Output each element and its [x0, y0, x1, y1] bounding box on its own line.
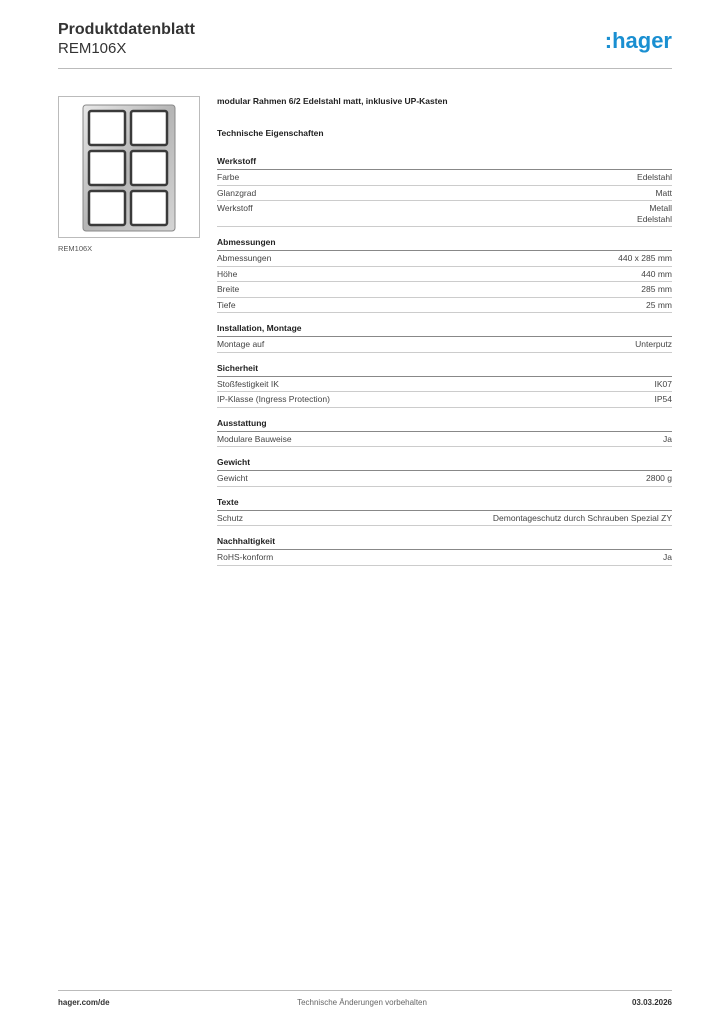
property-row: [217, 298, 672, 314]
svg-text::hager: :hager: [604, 28, 672, 53]
property-value: [663, 552, 672, 563]
property-label: Breite: [217, 284, 240, 294]
property-value-line: 25 mm: [646, 299, 672, 310]
property-value: [635, 339, 672, 350]
property-row: [217, 201, 672, 227]
property-row: [217, 251, 672, 267]
frame-6-gang-illustration: [59, 97, 199, 237]
module-opening: [89, 191, 125, 225]
property-group: [217, 418, 672, 448]
page-header: [58, 20, 672, 68]
property-group: [217, 363, 672, 408]
property-label: Werkstoff: [217, 203, 253, 213]
property-value-line: 440 mm: [641, 268, 672, 279]
group-title: Werkstoff: [217, 156, 672, 170]
property-label: Montage auf: [217, 339, 265, 349]
property-value-line: Metall: [649, 203, 672, 213]
property-row: [217, 337, 672, 353]
property-label: Farbe: [217, 172, 240, 182]
product-code: REM106X: [58, 40, 127, 57]
property-group: [217, 156, 672, 227]
property-value-line: Unterputz: [635, 339, 672, 349]
property-value-line: 2800 g: [646, 473, 672, 483]
property-row: [217, 170, 672, 186]
property-value: [655, 188, 672, 199]
property-value: [655, 394, 673, 405]
property-value-line: Ja: [663, 552, 672, 562]
module-opening: [131, 111, 167, 145]
product-image: [58, 96, 200, 238]
image-caption: REM106X: [58, 244, 93, 253]
footer-disclaimer: Technische Änderungen vorbehalten: [297, 998, 427, 1007]
property-value: [655, 379, 673, 390]
property-group: [217, 237, 672, 313]
property-group: [217, 457, 672, 487]
property-row: [217, 267, 672, 283]
property-value: [641, 284, 672, 295]
property-value: [646, 300, 672, 311]
property-value-line: Ja: [663, 433, 672, 444]
property-value: [618, 253, 672, 264]
property-value-line: 285 mm: [641, 284, 672, 294]
property-value-line: Demontageschutz durch Schrauben Spezial ZY: [492, 512, 672, 523]
property-groups: [217, 156, 672, 566]
property-group: [217, 536, 672, 566]
property-value: [641, 269, 672, 280]
group-title: Installation, Montage: [217, 323, 672, 337]
property-row: [217, 282, 672, 298]
property-value-line: IK07: [654, 378, 672, 389]
property-label: Schutz: [217, 512, 243, 523]
module-opening: [131, 151, 167, 185]
property-label: Gewicht: [217, 473, 248, 483]
footer-website: hager.com/de: [58, 998, 110, 1007]
group-title: Ausstattung: [217, 418, 672, 432]
group-title: Abmessungen: [217, 237, 672, 251]
group-title: Gewicht: [217, 457, 672, 471]
property-row: [217, 432, 672, 448]
property-row: [217, 392, 672, 408]
property-value-line: Matt: [655, 187, 672, 198]
property-group: [217, 497, 672, 527]
property-value: [637, 203, 672, 224]
property-label: Tiefe: [217, 299, 236, 310]
property-value: [646, 473, 672, 484]
group-title: Nachhaltigkeit: [217, 536, 672, 550]
property-value: [637, 172, 672, 183]
module-opening: [89, 111, 125, 145]
property-label: IP-Klasse (Ingress Protection): [217, 394, 330, 404]
property-label: Stoßfestigkeit IK: [217, 378, 279, 389]
header-divider: [58, 68, 672, 69]
module-opening: [89, 151, 125, 185]
group-title: Texte: [217, 497, 672, 511]
property-label: Modulare Bauweise: [217, 433, 292, 444]
property-label: Höhe: [217, 268, 238, 279]
section-heading: Technische Eigenschaften: [217, 128, 324, 138]
property-label: Glanzgrad: [217, 187, 257, 198]
page-title: Produktdatenblatt: [58, 21, 195, 38]
product-description: modular Rahmen 6/2 Edelstahl matt, inklusive UP-Kasten: [217, 96, 448, 106]
property-row: [217, 377, 672, 393]
property-value-line: 440 x 285 mm: [618, 253, 672, 263]
property-value-line: Edelstahl: [637, 213, 672, 224]
property-row: [217, 471, 672, 487]
datasheet-content: [217, 96, 672, 576]
property-row: [217, 550, 672, 566]
hager-logo: [592, 26, 672, 56]
property-value-line: Edelstahl: [637, 172, 672, 182]
property-row: [217, 186, 672, 202]
group-title: Sicherheit: [217, 363, 672, 377]
property-value-line: IP54: [654, 394, 672, 404]
property-value: [493, 513, 672, 524]
property-label: Abmessungen: [217, 253, 272, 263]
property-group: [217, 323, 672, 353]
property-row: [217, 511, 672, 527]
footer-date: 03.03.2026: [631, 998, 672, 1007]
property-label: RoHS-konform: [217, 552, 274, 562]
property-value: [663, 434, 672, 445]
footer-divider: [58, 990, 672, 991]
module-opening: [131, 191, 167, 225]
